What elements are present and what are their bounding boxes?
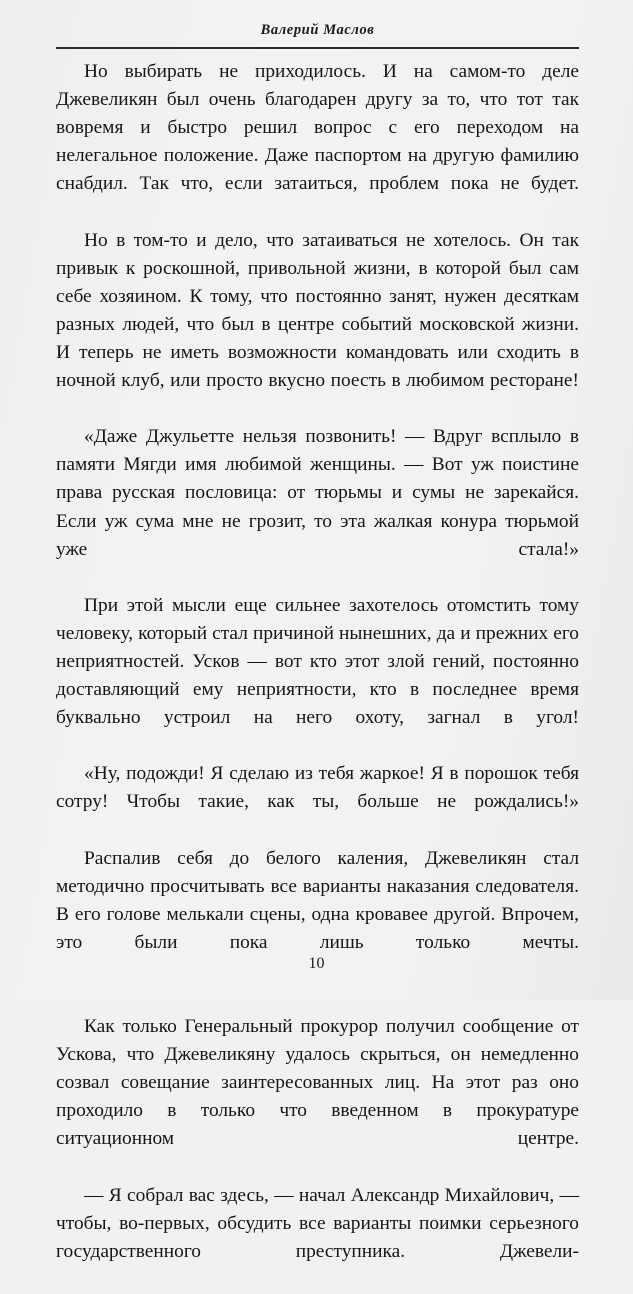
header-rule-divider [56,47,579,49]
page-number: 10 [308,955,325,972]
paragraph: При этой мысли еще сильнее захотелось отомстить тому человеку, который стал причиной нынешних, да и прежних его неприятностей. Усков — вот кто этот злой гений, постоянно доставляющий ему неприятности, кто в последнее время буквально устроил на него охоту, загнал в угол! [56,594,579,729]
paragraph: — Я собрал вас здесь, — начал Александр Михайлович, — чтобы, во-первых, обсудить все варианты поимки серьезного государственного преступника. Джевели- [56,1184,579,1262]
paragraph: «Ну, подожди! Я сделаю из тебя жаркое! Я в порошок тебя сотру! Чтобы такие, как ты, больше не рождались!» [56,763,579,813]
paragraph: «Даже Джульетте нельзя позвонить! — Вдруг всплыло в памяти Мягди имя любимой женщины. — Вот уж поистине права русская пословица: от тюрьмы и сумы не зарекайся. Если уж сума мне не грозит, то эта жалкая конура тюрьмой уже стала!» [56,426,579,560]
running-head: Валерий Маслов [260,22,375,38]
paragraph: Но выбирать не приходилось. И на самом-то деле Джевеликян был очень благодарен другу за то, что тот так вовремя и быстро решил вопрос с его переходом на нелегальное положение. Даже паспортом на другую фамилию снабдил. Так что, если затаиться, проблем пока не будет. [56,61,579,195]
body-text-block [56,58,579,1294]
paragraph: Распалив себя до белого каления, Джевеликян стал методично просчитывать все варианты наказания следователя. В его голове мелькали сцены, одна кровавее другой. Впрочем, это были пока лишь только мечты. [56,847,579,953]
paragraph: Но в том-то и дело, что затаиваться не хотелось. Он так привык к роскошной, привольной жизни, в которой был сам себе хозяином. К тому, что постоянно занят, нужен десяткам разных людей, что был в центре событий московской жизни. И теперь не иметь возможности командовать или сходить в ночной клуб, или просто вкусно поесть в любимом ресторане! [56,229,579,392]
paragraph: Как только Генеральный прокурор получил сообщение от Ускова, что Джевеликяну удалось скрыться, он немедленно созвал совещание заинтересованных лиц. На этот раз оно проходило в только что введенном в прокуратуре ситуационном центре. [56,1016,579,1150]
